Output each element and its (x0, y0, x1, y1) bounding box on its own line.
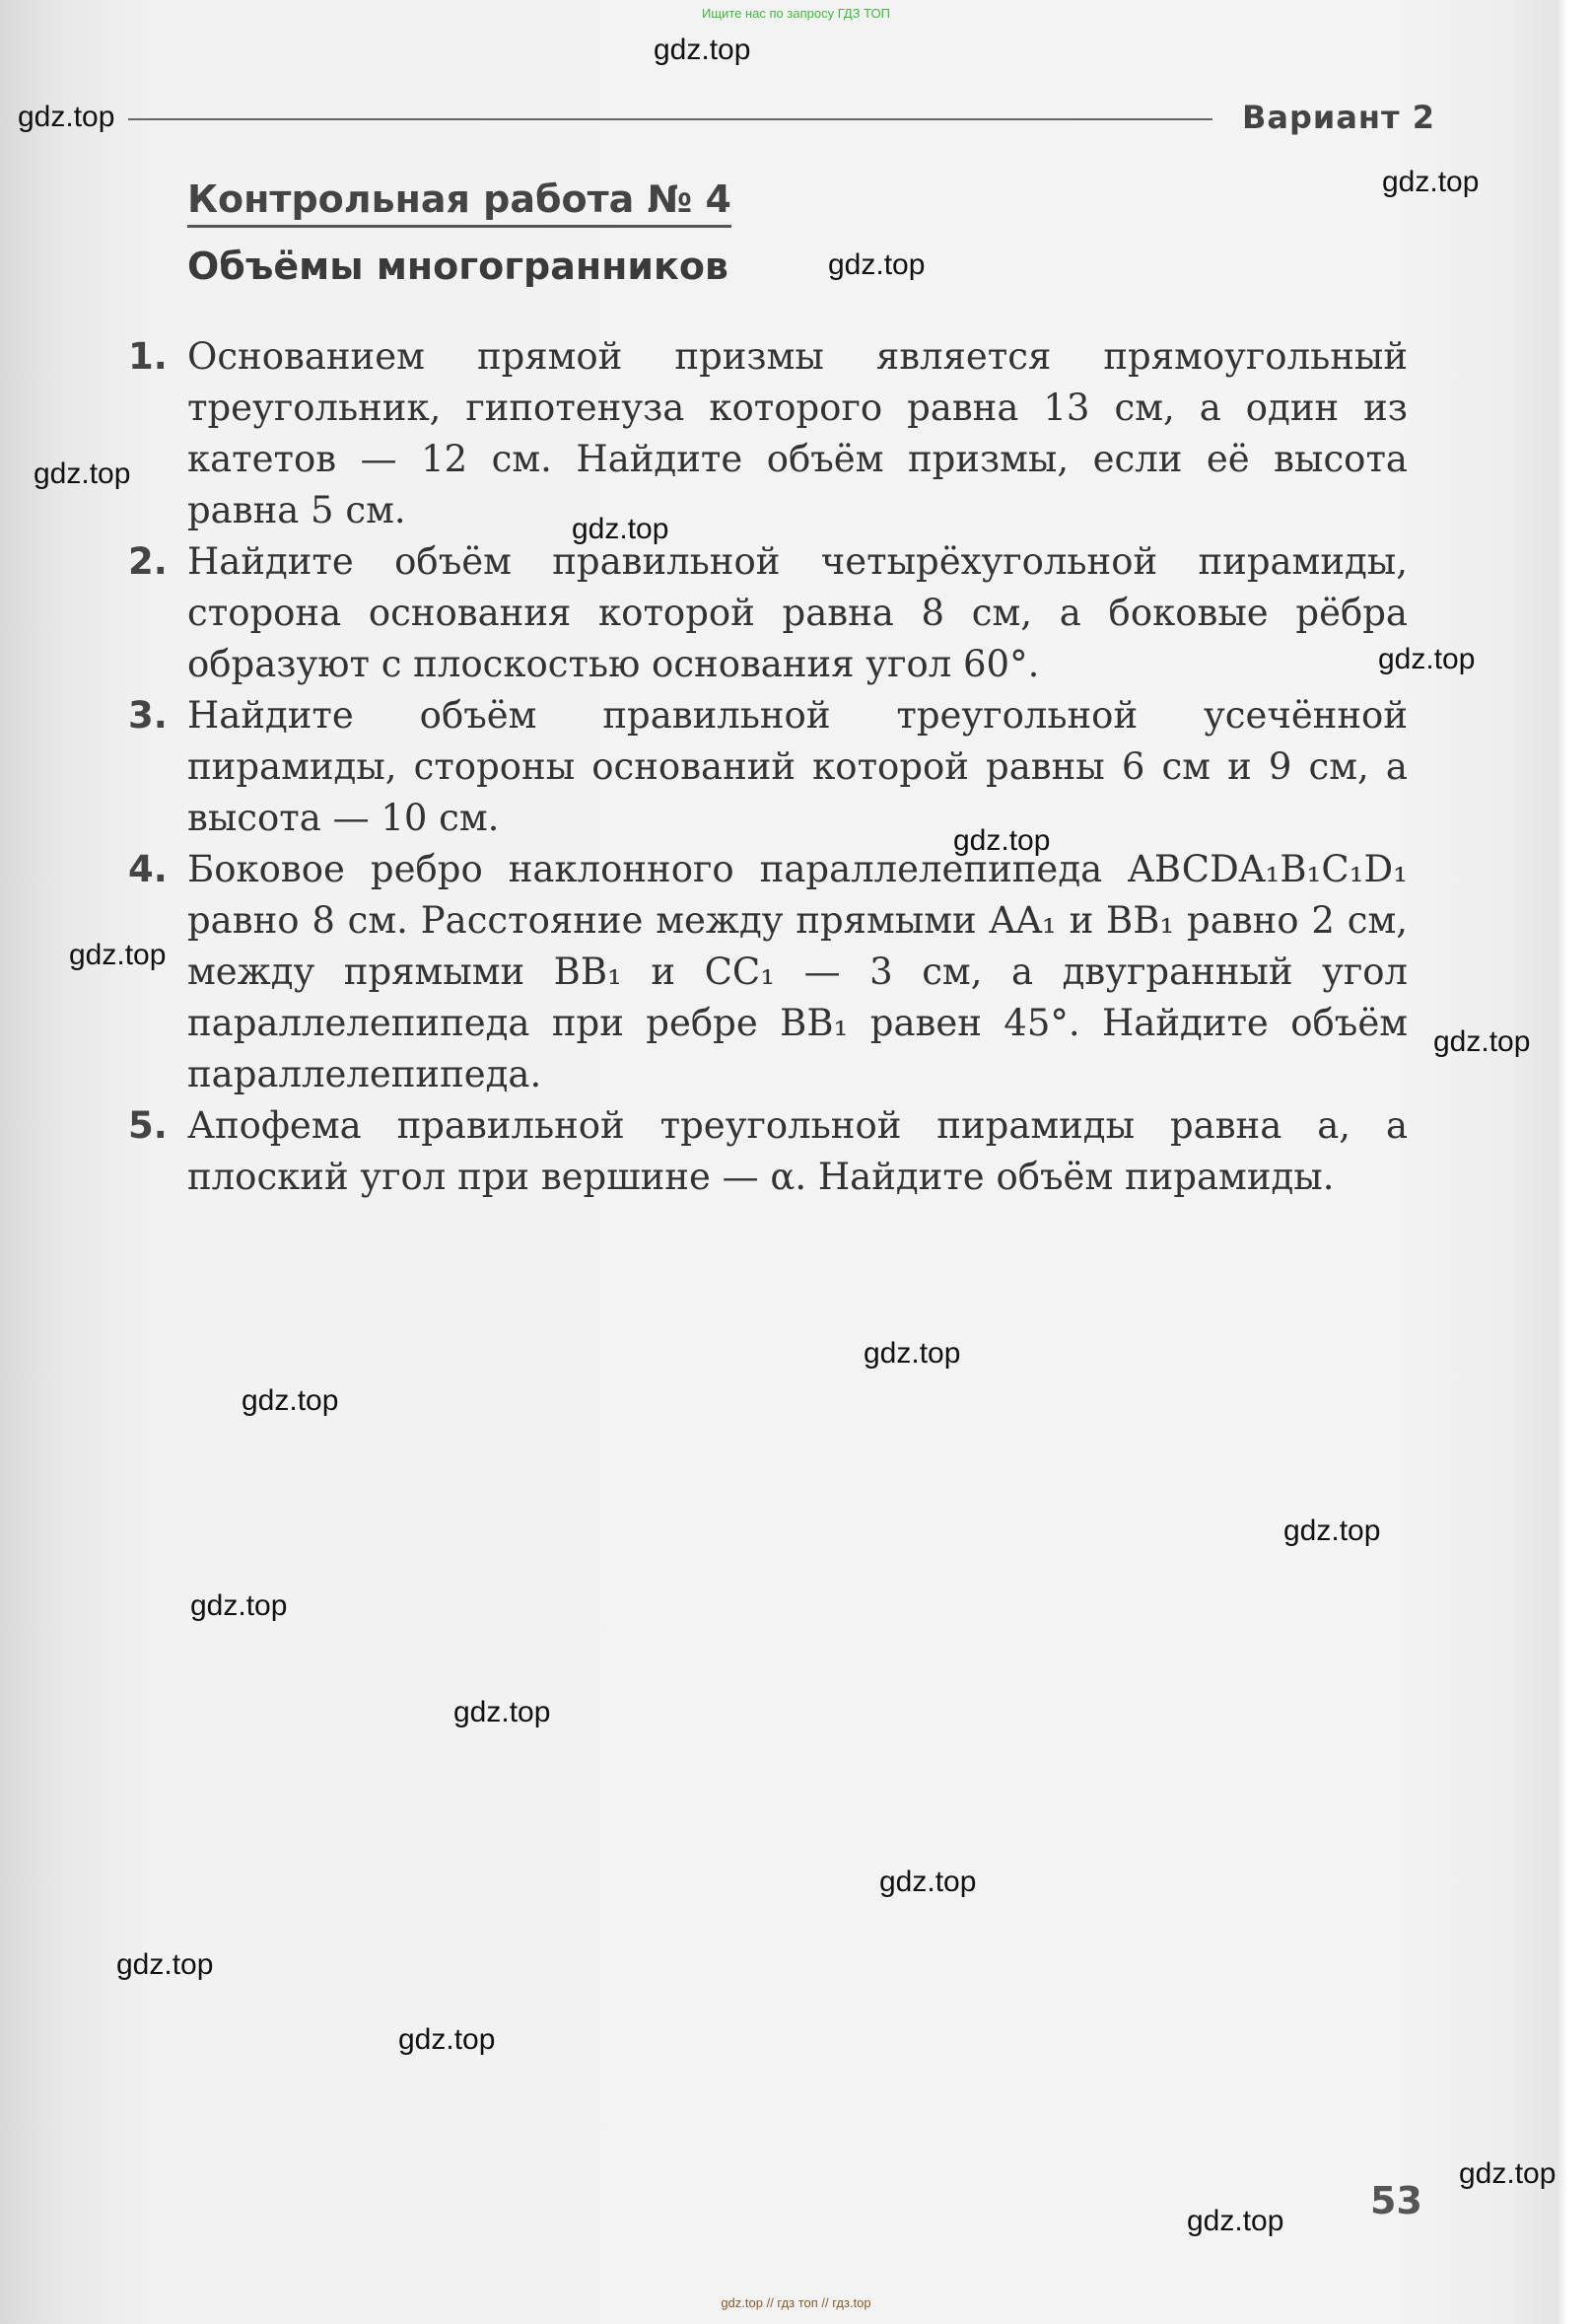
problem-text: Апофема правильной треугольной пирамиды равна a, а плоский угол при вершине — α. Найдите объём пирамиды. (187, 1104, 1408, 1198)
problem-list (128, 331, 1408, 1203)
watermark[interactable]: gdz.top (69, 939, 167, 971)
problem-5 (128, 1100, 1408, 1203)
watermark[interactable]: gdz.top (34, 458, 131, 490)
variant-label: Вариант 2 (1242, 99, 1435, 136)
problem-2 (128, 536, 1408, 690)
problem-text: Найдите объём правильной четырёхугольной пирамиды, сторона основания которой равна 8 см, а боковые рёбра образуют с плоскостью основания угол 60°. (187, 540, 1408, 685)
watermark[interactable]: gdz.top (1187, 2205, 1284, 2237)
watermark[interactable]: gdz.top (453, 1696, 551, 1728)
watermark[interactable]: gdz.top (398, 2023, 496, 2056)
watermark[interactable]: gdz.top (1378, 643, 1476, 675)
problem-number: 4. (128, 848, 168, 890)
page-number: 53 (1370, 2179, 1422, 2222)
watermark[interactable]: gdz.top (1382, 166, 1480, 198)
watermark[interactable]: gdz.top (953, 824, 1051, 857)
problem-3 (128, 690, 1408, 844)
work-title: Контрольная работа № 4 (187, 177, 731, 228)
problem-text: Найдите объём правильной треугольной усечённой пирамиды, стороны оснований которой равны 6 см и 9 см, а высота — 10 см. (187, 694, 1408, 839)
watermark[interactable]: gdz.top (828, 248, 926, 281)
watermark[interactable]: gdz.top (1283, 1514, 1381, 1547)
problem-4 (128, 844, 1408, 1100)
watermark[interactable]: gdz.top (864, 1337, 961, 1370)
watermark[interactable]: gdz.top (18, 101, 115, 133)
problem-1 (128, 331, 1408, 536)
problem-number: 5. (128, 1104, 168, 1147)
problem-number: 3. (128, 694, 168, 737)
watermark[interactable]: gdz.top (116, 1948, 214, 1981)
bottom-banner[interactable]: gdz.top // гдз топ // гдз.top (721, 2295, 871, 2310)
problem-number: 1. (128, 335, 168, 378)
watermark[interactable]: gdz.top (190, 1589, 288, 1622)
watermark[interactable]: gdz.top (572, 513, 669, 545)
top-banner[interactable]: Ищите нас по запросу ГДЗ ТОП (702, 6, 890, 21)
problem-text: Боковое ребро наклонного параллелепипеда ABCDA₁B₁C₁D₁ равно 8 см. Расстояние между прямыми AA₁ и BB₁ равно 2 см, между прямыми BB₁ и CC₁ — 3 см, а двугранный угол параллелепипеда при ребре BB₁ равен 45°. Найдите объём параллелепипеда. (187, 848, 1408, 1095)
problem-text: Основанием прямой призмы является прямоугольный треугольник, гипотенуза которого равна 13 см, а один из катетов — 12 см. Найдите объём призмы, если её высота равна 5 см. (187, 335, 1408, 531)
watermark[interactable]: gdz.top (879, 1866, 977, 1898)
problem-number: 2. (128, 540, 168, 583)
header-rule (128, 118, 1212, 120)
watermark[interactable]: gdz.top (654, 34, 751, 66)
watermark[interactable]: gdz.top (1433, 1025, 1531, 1058)
watermark[interactable]: gdz.top (242, 1384, 339, 1417)
topic-title: Объёмы многогранников (187, 245, 728, 288)
watermark[interactable]: gdz.top (1459, 2157, 1557, 2190)
